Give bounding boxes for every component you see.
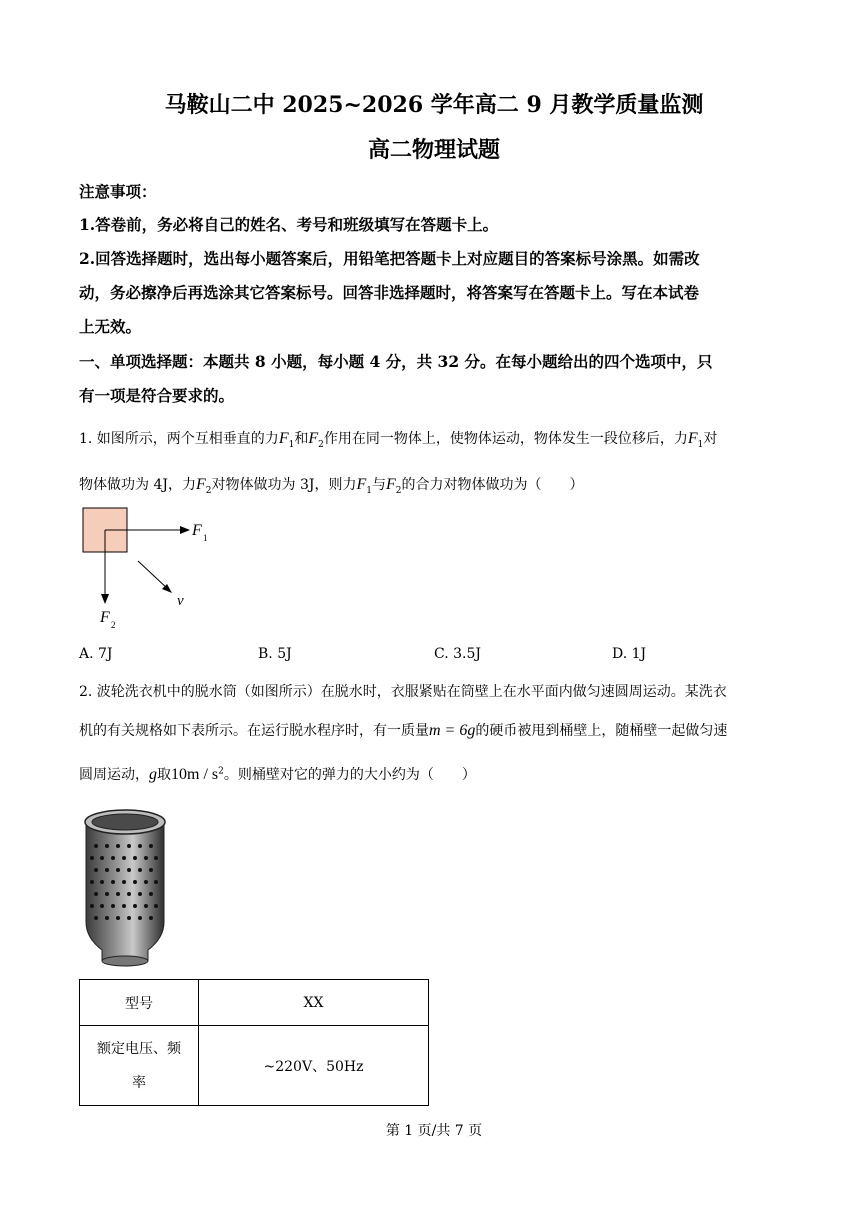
drum-body bbox=[86, 824, 164, 960]
v-arrow-line bbox=[138, 561, 169, 590]
q1-option-b[interactable]: B. 5J bbox=[258, 646, 292, 662]
v-label: v bbox=[177, 593, 184, 609]
table-cell-value: ~220V、50Hz bbox=[199, 1026, 429, 1106]
table-cell-value: XX bbox=[199, 980, 429, 1026]
q1-option-c[interactable]: C. 3.5J bbox=[434, 646, 481, 662]
table-row bbox=[80, 980, 429, 1026]
section-heading-line-1: 一、单项选择题：本题共 8 小题，每小题 4 分，共 32 分。在每小题给出的四个选项中，只 bbox=[79, 352, 713, 371]
f2-arrow-head bbox=[101, 594, 109, 604]
spin-drum-image bbox=[78, 804, 172, 970]
table-cell-label: 型号 bbox=[80, 980, 199, 1026]
q1-line-2: 物体做功为 4J，力$F_2$对物体做功为 3J，则力$F_1$与$F_2$的合力对物体做功为（ ） bbox=[79, 476, 584, 496]
table-row bbox=[80, 1026, 429, 1106]
notice-item-2-line-3: 上无效。 bbox=[79, 317, 142, 336]
notice-item-1: 1.答卷前，务必将自己的姓名、考号和班级填写在答题卡上。 bbox=[79, 215, 499, 234]
q1-option-a[interactable]: A. 7J bbox=[79, 646, 113, 662]
f1-subscript: 1 bbox=[203, 533, 208, 543]
drum-base bbox=[102, 956, 148, 966]
drum-opening bbox=[92, 814, 158, 830]
page-footer: 第 1 页/共 7 页 bbox=[385, 1123, 483, 1139]
q1-force-diagram bbox=[78, 504, 218, 634]
notice-item-2-line-1: 2.回答选择题时，选出每小题答案后，用铅笔把答题卡上对应题目的答案标号涂黑。如需改 bbox=[79, 249, 700, 268]
f2-subscript: 2 bbox=[111, 620, 116, 630]
f2-label: F bbox=[100, 609, 110, 626]
q1-option-d[interactable]: D. 1J bbox=[612, 646, 647, 662]
notice-item-2-line-2: 动，务必擦净后再选涂其它答案标号。回答非选择题时，将答案写在答题卡上。写在本试卷 bbox=[79, 283, 700, 302]
table-cell-label: 额定电压、频 率 bbox=[80, 1026, 199, 1106]
f1-label: F bbox=[192, 522, 202, 539]
exam-title: 马鞍山二中 2025~2026 学年高二 9 月教学质量监测 bbox=[164, 92, 704, 118]
q1-line-1: 1. 如图所示，两个互相垂直的力$F_1$和$F_2$作用在同一物体上，使物体运动，物体发生一段位移后，力$F_1$对 bbox=[79, 430, 718, 450]
exam-subtitle: 高二物理试题 bbox=[367, 137, 500, 163]
q2-line-2: 机的有关规格如下表所示。在运行脱水程序时，有一质量m = 6g的硬币被甩到桶壁上，随桶壁一起做匀速 bbox=[79, 722, 728, 739]
notice-heading: 注意事项： bbox=[79, 182, 157, 201]
q2-line-1: 2. 波轮洗衣机中的脱水筒（如图所示）在脱水时，衣服紧贴在筒壁上在水平面内做匀速圆周运动。某洗衣 bbox=[79, 684, 727, 700]
spec-table bbox=[79, 979, 429, 1106]
section-heading-line-2: 有一项是符合要求的。 bbox=[79, 386, 235, 405]
f1-arrow-head bbox=[180, 526, 190, 534]
q2-line-3: 圆周运动，g取$10m / s^2$。则桶壁对它的弹力的大小约为（ ） bbox=[79, 766, 476, 783]
